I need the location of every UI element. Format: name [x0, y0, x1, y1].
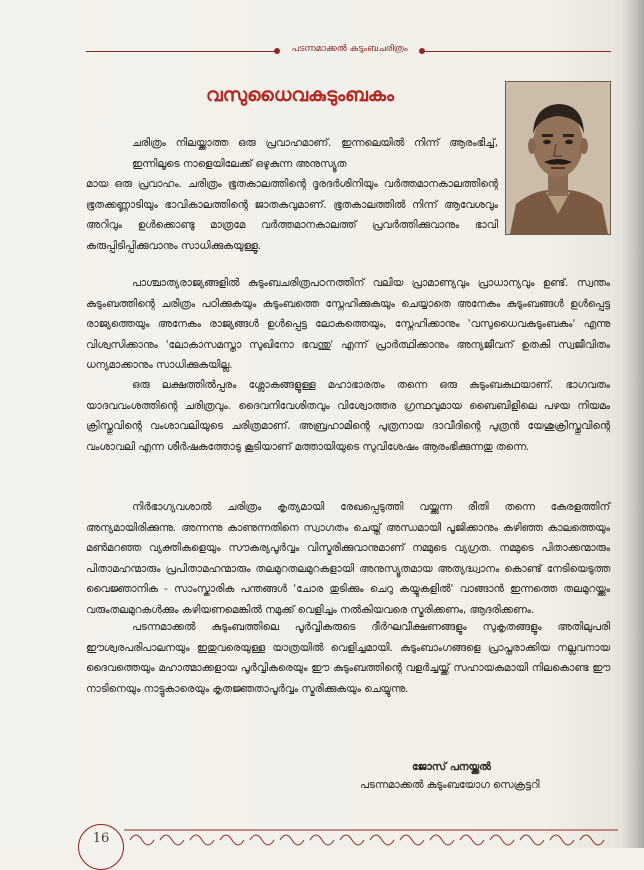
paragraph-1-cont: മായ ഒരു പ്രവാഹം. ചരിത്രം ഭൂതകാലത്തിന്റെ ദൂരദർശിനിയും വർത്തമാനകാലത്തിന്റെ ഭൂതക്കണ്ണാടിയും ഭാവികാലത്തിന്റെ ജാതകവുമാണ്. ഭൂതകാലത്തിൽ നിന്ന് ആവേശവും അറിവും ഉൾക്കൊണ്ടു മാത്രമേ വർത്തമാനകാലത്ത് പ്രവർത്തിക്കുവാനും ഭാവി കരുപ്പിടിപ്പിക്കുവാനും സാധിക്കുകയുള്ളൂ. [86, 178, 498, 252]
signature-block [360, 758, 600, 794]
signature-name: ജോസ് പനയ്ക്കൽ [412, 761, 491, 773]
signature-role: പടന്നമാക്കൽ കുടുംബയോഗ സെക്രട്ടറി [360, 779, 540, 791]
paragraph-5: പടന്നമാക്കൽ കുടുംബത്തിലെ പൂർവ്വികരുടെ ദീർഘവീക്ഷണങ്ങളും സുകൃതങ്ങളും അതിലുപരി ഈശ്വരപരിപാലനയും ഇതുവരെയുള്ള യാത്രയിൽ വെളിച്ചമായി. കുടുംബാംഗങ്ങളെ പ്രാപ്തരാക്കിയ നല്ലവനായ ദൈവത്തെയും മഹാത്മാക്കളായ പൂർവ്വികരെയും ഈ കുടുംബത്തിന്റെ വളർച്ചയ്ക്ക് സഹായകമായി നിലകൊണ്ട ഈ നാടിനെയും നാട്ടുകാരെയും കൃതജ്ഞതാപൂർവ്വം സ്മരിക്കുകയും ചെയ്യുന്നു. [86, 621, 610, 695]
page-spine-shadow [622, 0, 644, 848]
running-header-title: പടന്നമാക്കൽ കുടുംബചരിത്രം [291, 44, 408, 54]
scroll-ornament-icon [124, 826, 618, 848]
header-rule-right [424, 51, 611, 52]
header-rule-left [86, 51, 276, 52]
portrait-photo [505, 81, 611, 235]
page-footer [78, 812, 618, 848]
paragraph-2: പാശ്ചാത്യരാജ്യങ്ങളിൽ കുടുംബചരിത്രപഠനത്തിന് വലിയ പ്രാമാണ്യവും പ്രാധാന്യവും ഉണ്ട്. സ്വന്തം കുടുംബത്തിന്റെ ചരിത്രം പഠിക്കുകയും കുടുംബത്തെ സ്നേഹിക്കുകയും ചെയ്യാതെ അനേകം കുടുംബങ്ങൾ ഉൾപ്പെട്ട രാജ്യത്തെയും അനേകം രാജ്യങ്ങൾ ഉൾപ്പെട്ട ലോകത്തെയും, സ്നേഹിക്കാനും 'വസുധൈവകുടുംബകം' എന്നു വിശ്വസിക്കാനും 'ലോകാസമസ്താ സുഖിനോ ഭവന്തു' എന്ന് പ്രാർത്ഥിക്കാനും അന്യജീവന് ഉതകി സ്വജീവിതം ധന്യമാക്കാനും സാധിക്കുകയില്ല. [86, 277, 610, 372]
running-header [86, 45, 611, 59]
page-number-circle [78, 824, 124, 870]
paragraph-3: ഒരു ലക്ഷത്തിൽപ്പരം ശ്ലോകങ്ങളുള്ള മഹാഭാരതം തന്നെ ഒരു കുടുംബകഥയാണ്. ഭാഗവതം യാദവവംശത്തിന്റെ ചരിത്രവും. ദൈവനിവേശിതവും വിശ്വോത്തര ഗ്രന്ഥവുമായ ബൈബിളിലെ പഴയ നിയമം ക്രിസ്തുവിന്റെ വംശാവലിയുടെ ചരിത്രമാണ്. അബ്രഹാമിന്റെ പുത്രനായ ദാവീദിന്റെ പുത്രൻ യേശുക്രിസ്തുവിന്റെ വംശാവലി എന്ന ശീർഷകത്തോടു കൂടിയാണ് മത്തായിയുടെ സുവിശേഷം ആരംഭിക്കുന്നതു തന്നെ. [86, 379, 610, 453]
header-dot-left [274, 48, 280, 54]
page-number: 16 [92, 831, 110, 846]
portrait-photo-icon [506, 82, 610, 234]
article-title: വസുധൈവകുടുംബകം [206, 84, 394, 106]
paragraph-1-start: ചരിത്രം നിലയ്ക്കാത്ത ഒരു പ്രവാഹമാണ്. ഇന്നലെയിൽ നിന്ന് ആരംഭിച്ച്, ഇന്നിലൂടെ നാളെയിലേക്ക് ഒഴുകുന്ന അനുസ്യൂത [132, 137, 498, 170]
paragraph-4: നിർഭാഗ്യവശാൽ ചരിത്രം കൃത്യമായി രേഖപ്പെടുത്തി വയ്ക്കുന്ന രീതി തന്നെ കേരളത്തിന് അന്യമായിരിക്കുന്നു. അന്നന്നു കാണുന്നതിനെ സ്വാഗതം ചെയ്ത് അന്ധമായി പൂജിക്കാനും കഴിഞ്ഞ കാലത്തെയും മൺമറഞ്ഞ വ്യക്തികളെയും സൗകര്യപൂർവ്വം വിസ്മരിക്കുവാനുമാണ് നമ്മുടെ വ്യഗ്രത. നമ്മുടെ പിതാക്കന്മാരും പിതാമഹന്മാരും പ്രപിതാമഹന്മാരും തലമുറതലമുറകളായി അനുസ്യൂതമായ അത്യദ്ധ്വാനം കൊണ്ട് നേടിയെടുത്ത വൈജ്ഞാനിക - സാംസ്കാരിക പന്തങ്ങൾ 'ചോര തുടിക്കും ചെറു കയ്യുകളിൽ' വാങ്ങാൻ ഇന്നത്തെ തലമുറയ്ക്കും വരുംതലമുറകൾക്കും കഴിയണമെങ്കിൽ നമുക്ക് വെളിച്ചം നൽകിയവരെ സ്മരിക്കണം, ആദരിക്കണം. [86, 501, 610, 616]
